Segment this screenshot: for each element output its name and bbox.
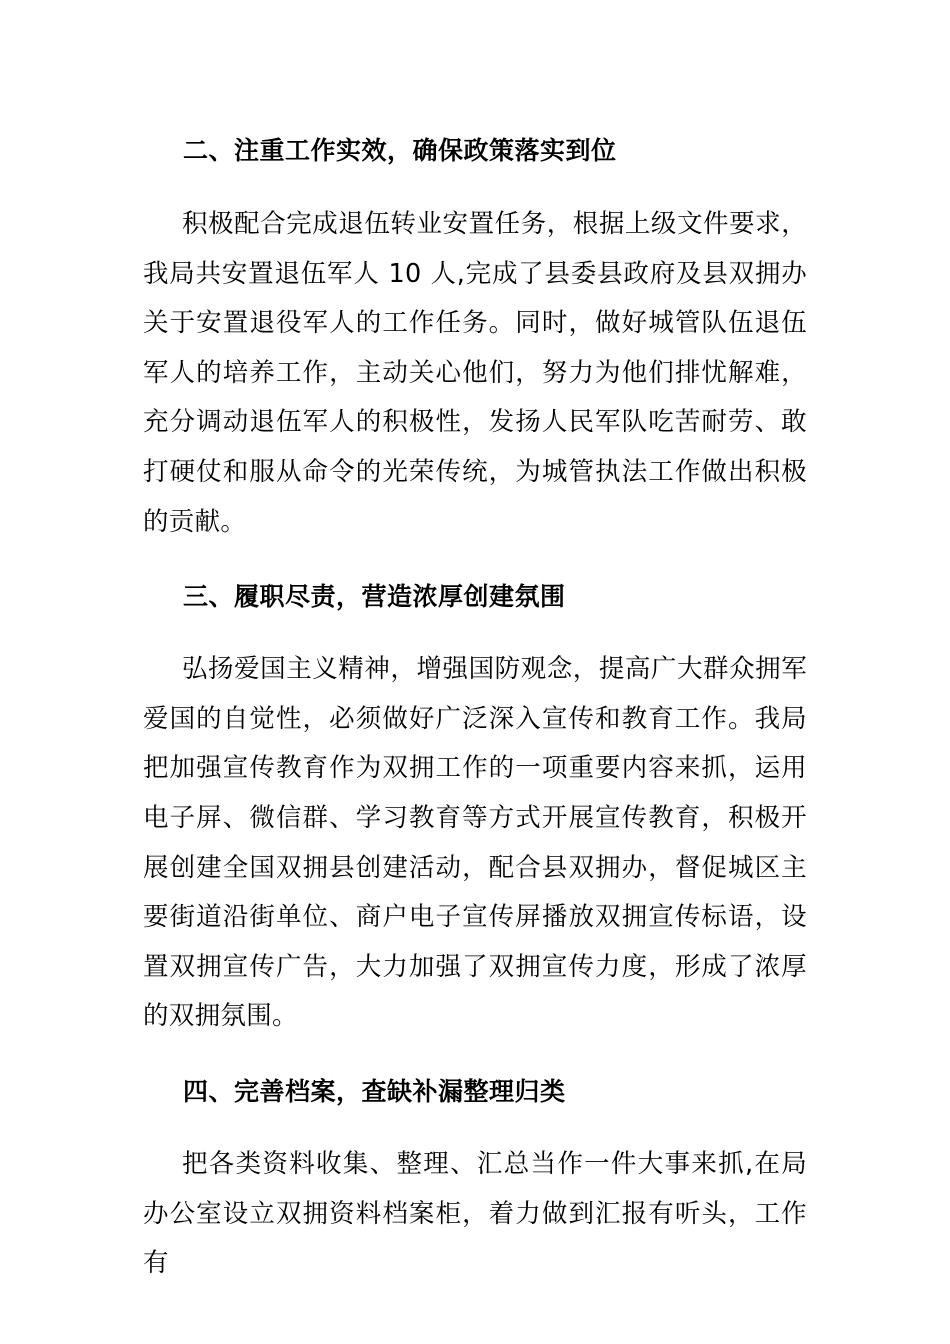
section-paragraph: 弘扬爱国主义精神，增强国防观念，提高广大群众拥军爱国的自觉性，必须做好广泛深入宣传和教育工作。我局把加强宣传教育作为双拥工作的一项重要内容来抓，运用电子屏、微信群、学习教育等方式开展宣传教育，积极开展创建全国双拥县创建活动，配合县双拥办，督促城区主要街道沿街单位、商户电子宣传屏播放双拥宣传标语，设置双拥宣传广告，大力加强了双拥宣传力度，形成了浓厚的双拥氛围。: [143, 654, 807, 1032]
section-paragraph: 把各类资料收集、整理、汇总当作一件大事来抓,在局办公室设立双拥资料档案柜，着力做到汇报有听头，工作有: [143, 1148, 807, 1279]
section-heading: 三、履职尽责，营造浓厚创建氛围: [183, 582, 566, 612]
section-heading: 二、注重工作实效，确保政策落实到位: [183, 136, 617, 165]
section-heading: 四、完善档案，查缺补漏整理归类: [183, 1076, 566, 1106]
document-page: [143, 126, 807, 1289]
section-paragraph: 积极配合完成退伍转业安置任务，根据上级文件要求，我局共安置退伍军人 10 人,完成了县委县政府及县双拥办关于安置退役军人的工作任务。同时，做好城管队伍退伍军人的培养工作，主动关心他们，努力为他们排忧解难，充分调动退伍军人的积极性，发扬人民军队吃苦耐劳、敢打硬仗和服从命令的光荣传统，为城管执法工作做出积极的贡献。: [143, 209, 807, 537]
